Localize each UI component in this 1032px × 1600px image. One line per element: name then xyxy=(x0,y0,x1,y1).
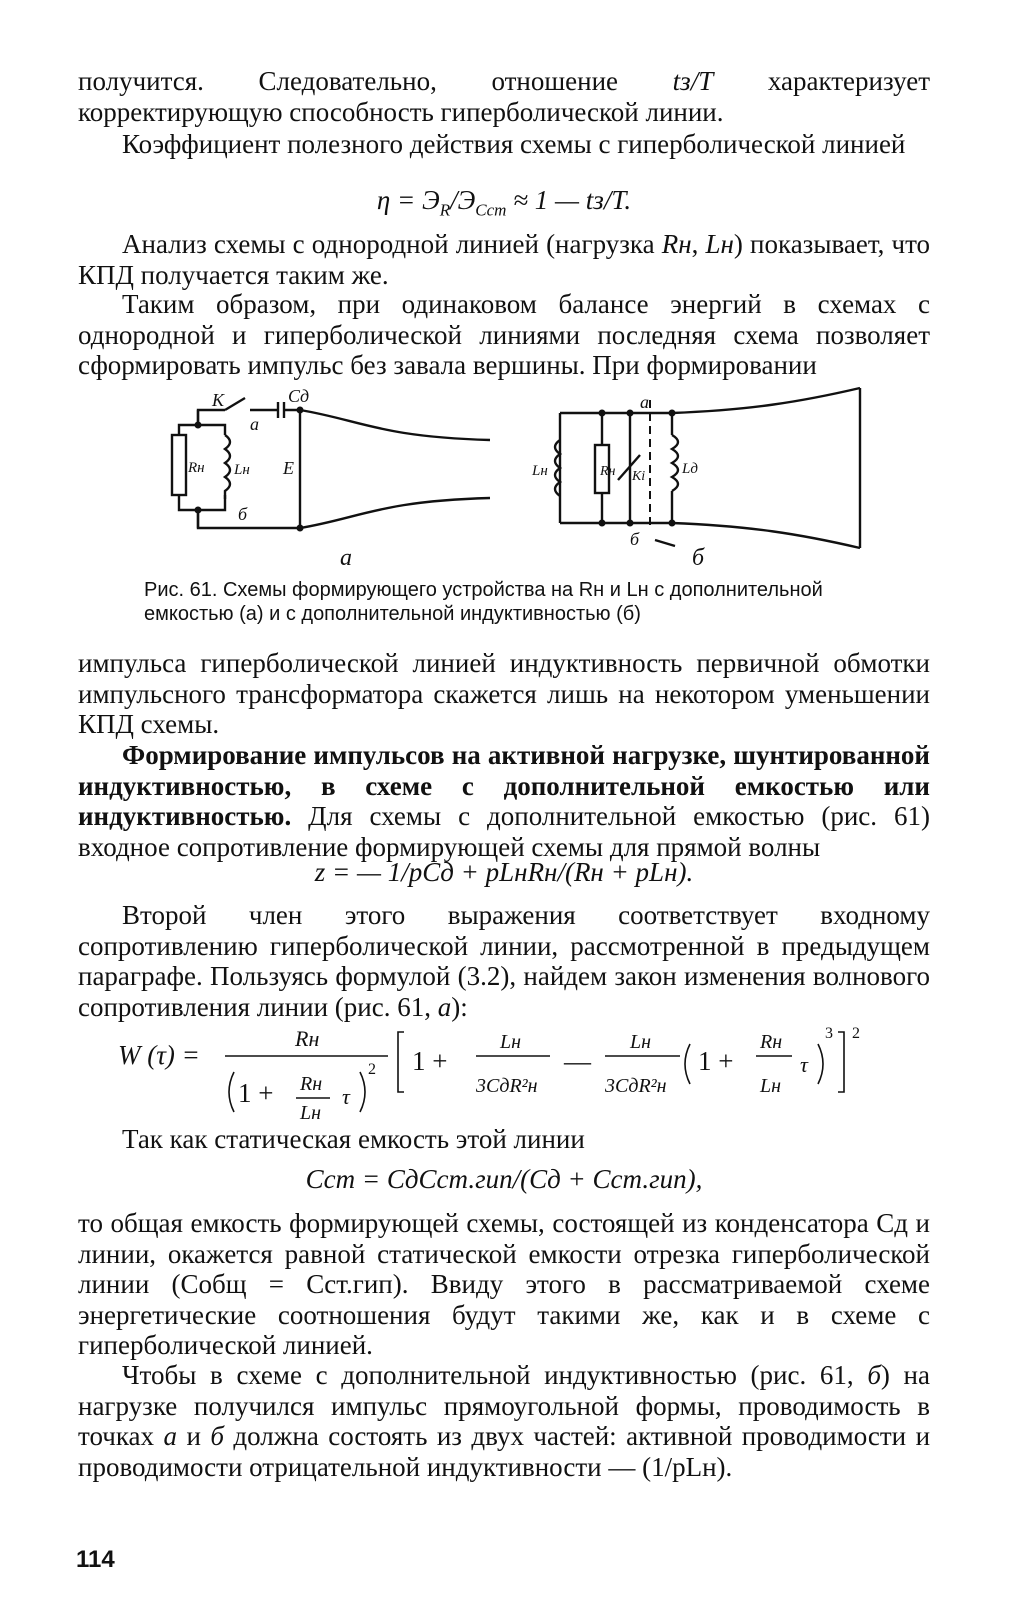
label-K: К xyxy=(212,390,224,410)
label-fig-b: б xyxy=(692,545,705,571)
label-fig-a: а xyxy=(340,545,352,571)
eq-t3-den: Lн xyxy=(760,1075,782,1097)
label-Ln: Lн xyxy=(234,462,250,478)
eq-t2-num: Lн xyxy=(630,1031,652,1053)
formula-wave-impedance xyxy=(110,1024,890,1124)
label-Cd: Cд xyxy=(288,386,310,406)
label-E: E xyxy=(283,458,294,478)
label-Rn-right: Rн xyxy=(600,464,616,479)
paragraph-10: Чтобы в схеме с дополнительной индуктивностью (рис. 61, б) на нагрузке получился импульс прямоугольной формы, проводимость в точках а и б должна состоять из двух частей: активной проводимости и проводимости отрицательной индуктивности — (1/pLн). xyxy=(78,1360,931,1482)
eq-t1-den: 3CдR²н xyxy=(476,1075,538,1097)
eq-one: 1 + xyxy=(412,1046,448,1076)
paragraph-3: Анализ схемы с однородной линией (нагрузка Rн, Lн) показывает, что КПД получается таким же. xyxy=(78,229,931,290)
paragraph-2: Коэффициент полезного действия схемы с гиперболической линией xyxy=(122,129,906,159)
paragraph-7: Второй член этого выражения соответствует входному сопротивлению гиперболической линии, рассмотренной в предыдущем параграфе. Пользуясь формулой (3.2), найдем закон изменения волнового сопротивления линии (рис. 61, а): xyxy=(78,900,930,1022)
eq-den-one: 1 + xyxy=(238,1078,274,1108)
label-b-right: б xyxy=(630,529,640,549)
formula-static-capacitance: Cст = CдCст.гип/(Cд + Cст.гип), xyxy=(305,1164,703,1194)
eq-one-2: 1 + xyxy=(698,1046,734,1076)
eq-num-rn: Rн xyxy=(295,1026,320,1051)
eq-den-tau: τ xyxy=(342,1084,350,1109)
label-Ld: Lд xyxy=(682,461,698,477)
paragraph-5: импульса гиперболической линией индуктивность первичной обмотки импульсного трансформатора скажется лишь на некотором уменьшении КПД схемы. xyxy=(78,648,930,739)
paragraph-8: Так как статическая емкость этой линии xyxy=(122,1124,585,1154)
label-Ki: Кi xyxy=(632,469,646,484)
eq-t2-den: 3CдR²н xyxy=(605,1075,667,1097)
paragraph-6: Формирование импульсов на активной нагрузке, шунтированной индуктивностью, в схеме с дополнительной емкостью или индуктивностью. Для схемы с дополнительной емкостью (рис. 61) входное сопротивление формирующей схемы для прямой волны xyxy=(78,740,930,862)
eq-lhs: W (τ) = xyxy=(118,1040,200,1070)
label-a-point: а xyxy=(250,414,259,434)
figure-caption: Рис. 61. Схемы формирующего устройства на Rн и Lн с дополнительной емкостью (а) и с дополнительной индуктивностью (б) xyxy=(144,579,823,625)
formula-impedance: z = — 1/pCд + pLнRн/(Rн + pLн). xyxy=(314,857,694,887)
label-b-point: б xyxy=(238,504,248,524)
eq-den-sq: 2 xyxy=(368,1061,376,1078)
eq-cube: 3 xyxy=(825,1025,833,1042)
eq-t1-num: Lн xyxy=(500,1031,522,1053)
eq-den-ln: Lн xyxy=(300,1102,322,1124)
eq-den-rn: Rн xyxy=(300,1073,323,1095)
eq-t3-tau: τ xyxy=(800,1052,808,1077)
paragraph-4: Таким образом, при одинаковом балансе энергий в схемах с однородной и гиперболической линиями последняя схема позволяет сформировать импульс без завала вершины. При формировании xyxy=(78,289,930,380)
label-Ln-right: Lн xyxy=(532,463,548,479)
figure-61-circuits xyxy=(150,380,890,575)
paragraph-1: получится. Следовательно, отношение tз/T характеризует корректирующую способность гиперболической линии. xyxy=(78,66,930,127)
eq-minus: — xyxy=(564,1046,591,1076)
label-a-right: а xyxy=(640,392,649,412)
paragraph-9: то общая емкость формирующей схемы, состоящей из конденсатора Cд и линии, окажется равной статической емкости отрезка гиперболической линии (Cобщ = Cст.гип). Ввиду этого в рассматриваемой схеме энергетические соотношения будут такими же, как и в схеме с гиперболической линией. xyxy=(78,1208,930,1360)
label-Rn: Rн xyxy=(188,460,205,476)
eq-sq-outer: 2 xyxy=(852,1025,860,1042)
formula-efficiency: $\eta = Э_R/Э_{Cст} \approx 1$ — tз/T. xyxy=(376,185,632,220)
eq-t3-num: Rн xyxy=(760,1031,783,1053)
page-number: 114 xyxy=(76,1546,115,1573)
